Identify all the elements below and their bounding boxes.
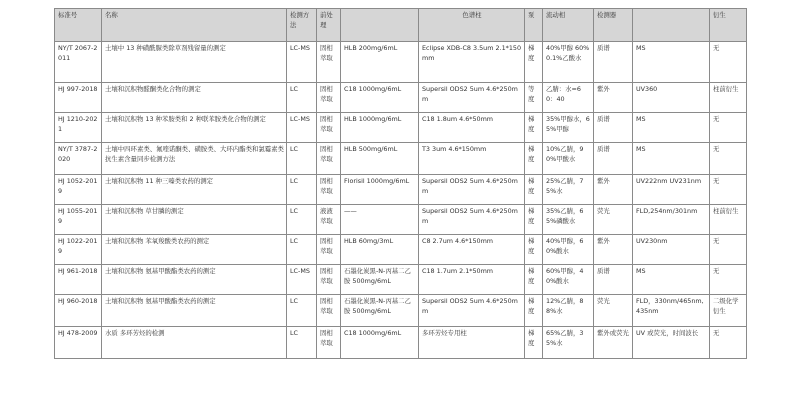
cell-mobile: 35%乙腈，65%磷酸水	[543, 205, 594, 235]
cell-column: C18 1.7um 2.1*50mm	[419, 265, 525, 295]
cell-pump: 梯度	[525, 327, 543, 359]
cell-mobile: 60%甲醇，40%酸水	[543, 265, 594, 295]
cell-sensor: FLD,254nm/301nm	[633, 205, 710, 235]
cell-std-no: HJ 1052-2019	[55, 175, 102, 205]
cell-spe: 石墨化炭黑-N-丙基二乙胺 500mg/6mL	[341, 265, 419, 295]
document-page	[54, 8, 746, 359]
cell-pump: 等度	[525, 83, 543, 113]
cell-spe: HLB 60mg/3mL	[341, 235, 419, 265]
cell-prep: 固相萃取	[317, 42, 341, 83]
cell-pump: 梯度	[525, 42, 543, 83]
cell-column: Supersil ODS2 5um 4.6*250mm	[419, 175, 525, 205]
standards-table	[54, 8, 747, 359]
cell-std-no: HJ 960-2018	[55, 295, 102, 327]
cell-detector: 质谱	[594, 143, 633, 175]
cell-method: LC-MS	[287, 265, 317, 295]
cell-name: 土壤和沉积物 11 种三嗪类农药的测定	[102, 175, 287, 205]
cell-spe: Florisil 1000mg/6mL	[341, 175, 419, 205]
header-method: 检测方法	[287, 9, 317, 42]
cell-method: LC	[287, 83, 317, 113]
table-row	[55, 42, 747, 83]
cell-column: 多环芳烃专用柱	[419, 327, 525, 359]
cell-prep: 固相萃取	[317, 143, 341, 175]
table-row	[55, 265, 747, 295]
cell-method: LC	[287, 205, 317, 235]
header-mobile: 流动相	[543, 9, 594, 42]
cell-pump: 梯度	[525, 175, 543, 205]
cell-spe: C18 1000mg/6mL	[341, 83, 419, 113]
cell-column: Supersil ODS2 5um 4.6*250mm	[419, 295, 525, 327]
cell-name: 土壤和沉积物醛酮类化合物的测定	[102, 83, 287, 113]
header-spe	[341, 9, 419, 42]
cell-name: 土壤和沉积物 氨基甲酸酯类农药的测定	[102, 265, 287, 295]
table-row	[55, 113, 747, 143]
cell-mobile: 12%乙腈，88%水	[543, 295, 594, 327]
table-row	[55, 175, 747, 205]
cell-detector: 紫外	[594, 235, 633, 265]
cell-mobile: 25%乙腈，75%水	[543, 175, 594, 205]
header-column: 色谱柱	[419, 9, 525, 42]
cell-spe: ——	[341, 205, 419, 235]
cell-pump: 梯度	[525, 113, 543, 143]
cell-std-no: HJ 997-2018	[55, 83, 102, 113]
table-row	[55, 143, 747, 175]
cell-spe: C18 1000mg/6mL	[341, 327, 419, 359]
cell-detector: 质谱	[594, 113, 633, 143]
cell-sensor: UV230nm	[633, 235, 710, 265]
cell-mobile: 65%乙腈，35%水	[543, 327, 594, 359]
cell-prep: 固相萃取	[317, 113, 341, 143]
cell-pump: 梯度	[525, 235, 543, 265]
cell-mobile: 35%甲醇水，65%甲醇	[543, 113, 594, 143]
table-row	[55, 205, 747, 235]
cell-mobile: 乙腈：水=60：40	[543, 83, 594, 113]
table-row	[55, 83, 747, 113]
header-name: 名称	[102, 9, 287, 42]
cell-name: 土壤中 13 种磺酰脲类除草剂残留量的测定	[102, 42, 287, 83]
cell-deriv: 无	[710, 175, 747, 205]
cell-column: C18 1.8um 4.6*50mm	[419, 113, 525, 143]
header-sensor	[633, 9, 710, 42]
cell-std-no: NY/T 3787-2020	[55, 143, 102, 175]
cell-detector: 紫外	[594, 175, 633, 205]
cell-method: LC-MS	[287, 113, 317, 143]
cell-spe: HLB 1000mg/6mL	[341, 113, 419, 143]
cell-column: Supersil ODS2 5um 4.6*250mm	[419, 205, 525, 235]
cell-deriv: 无	[710, 235, 747, 265]
cell-deriv: 柱前衍生	[710, 83, 747, 113]
cell-prep: 固相萃取	[317, 295, 341, 327]
cell-name: 水质 多环芳烃的检测	[102, 327, 287, 359]
cell-mobile: 40%甲醇，60%酸水	[543, 235, 594, 265]
cell-deriv: 柱前衍生	[710, 205, 747, 235]
cell-spe: 石墨化炭黑-N-丙基二乙胺 500mg/6mL	[341, 295, 419, 327]
cell-deriv: 无	[710, 265, 747, 295]
cell-spe: HLB 200mg/6mL	[341, 42, 419, 83]
cell-std-no: HJ 1022-2019	[55, 235, 102, 265]
cell-mobile: 40%甲醇 60% 0.1%乙酸水	[543, 42, 594, 83]
cell-column: Supersil ODS2 5um 4.6*250mm	[419, 83, 525, 113]
header-deriv: 衍生	[710, 9, 747, 42]
cell-name: 土壤和沉积物 草甘膦的测定	[102, 205, 287, 235]
cell-name: 土壤和沉积物 氨基甲酸酯类农药的测定	[102, 295, 287, 327]
header-detector: 检测器	[594, 9, 633, 42]
table-row	[55, 295, 747, 327]
cell-column: Eclipse XDB-C8 3.5um 2.1*150mm	[419, 42, 525, 83]
cell-prep: 液液萃取	[317, 205, 341, 235]
cell-method: LC	[287, 175, 317, 205]
table-header-row	[55, 9, 747, 42]
cell-pump: 梯度	[525, 265, 543, 295]
cell-pump: 梯度	[525, 205, 543, 235]
cell-detector: 紫外或荧光	[594, 327, 633, 359]
cell-method: LC-MS	[287, 42, 317, 83]
cell-prep: 固相萃取	[317, 327, 341, 359]
cell-std-no: HJ 478-2009	[55, 327, 102, 359]
cell-deriv: 无	[710, 113, 747, 143]
cell-sensor: UV360	[633, 83, 710, 113]
cell-name: 土壤和沉积物 13 种苯胺类和 2 种联苯胺类化合物的测定	[102, 113, 287, 143]
cell-prep: 固相萃取	[317, 265, 341, 295]
cell-column: T3 3um 4.6*150mm	[419, 143, 525, 175]
cell-method: LC	[287, 235, 317, 265]
cell-column: C8 2.7um 4.6*150mm	[419, 235, 525, 265]
cell-detector: 紫外	[594, 83, 633, 113]
cell-sensor: MS	[633, 113, 710, 143]
cell-sensor: MS	[633, 42, 710, 83]
cell-detector: 质谱	[594, 265, 633, 295]
header-prep: 前处理	[317, 9, 341, 42]
cell-deriv: 无	[710, 327, 747, 359]
cell-std-no: HJ 1210-2021	[55, 113, 102, 143]
cell-method: LC	[287, 327, 317, 359]
cell-sensor: UV 或荧光，时间波长	[633, 327, 710, 359]
cell-deriv: 无	[710, 143, 747, 175]
cell-detector: 荧光	[594, 295, 633, 327]
cell-prep: 固相萃取	[317, 235, 341, 265]
header-std-no: 标准号	[55, 9, 102, 42]
cell-mobile: 10%乙腈，90%甲酸水	[543, 143, 594, 175]
header-pump: 泵	[525, 9, 543, 42]
cell-sensor: FLD，330nm/465nm,435nm	[633, 295, 710, 327]
cell-name: 土壤中四环素类、氟喹诺酮类、磺胺类、大环内酯类和氯霉素类抗生素含量同步检测方法	[102, 143, 287, 175]
cell-std-no: HJ 961-2018	[55, 265, 102, 295]
cell-deriv: 无	[710, 42, 747, 83]
cell-prep: 固相萃取	[317, 175, 341, 205]
cell-detector: 荧光	[594, 205, 633, 235]
cell-prep: 固相萃取	[317, 83, 341, 113]
cell-sensor: MS	[633, 265, 710, 295]
cell-sensor: MS	[633, 143, 710, 175]
cell-pump: 梯度	[525, 295, 543, 327]
cell-pump: 梯度	[525, 143, 543, 175]
cell-method: LC	[287, 295, 317, 327]
table-row	[55, 235, 747, 265]
table-row	[55, 327, 747, 359]
cell-name: 土壤和沉积物 苯氧羧酸类农药的测定	[102, 235, 287, 265]
cell-std-no: HJ 1055-2019	[55, 205, 102, 235]
cell-deriv: 二级化学衍生	[710, 295, 747, 327]
cell-method: LC	[287, 143, 317, 175]
cell-detector: 质谱	[594, 42, 633, 83]
cell-spe: HLB 500mg/6mL	[341, 143, 419, 175]
cell-std-no: NY/T 2067-2011	[55, 42, 102, 83]
cell-sensor: UV222nm UV231nm	[633, 175, 710, 205]
